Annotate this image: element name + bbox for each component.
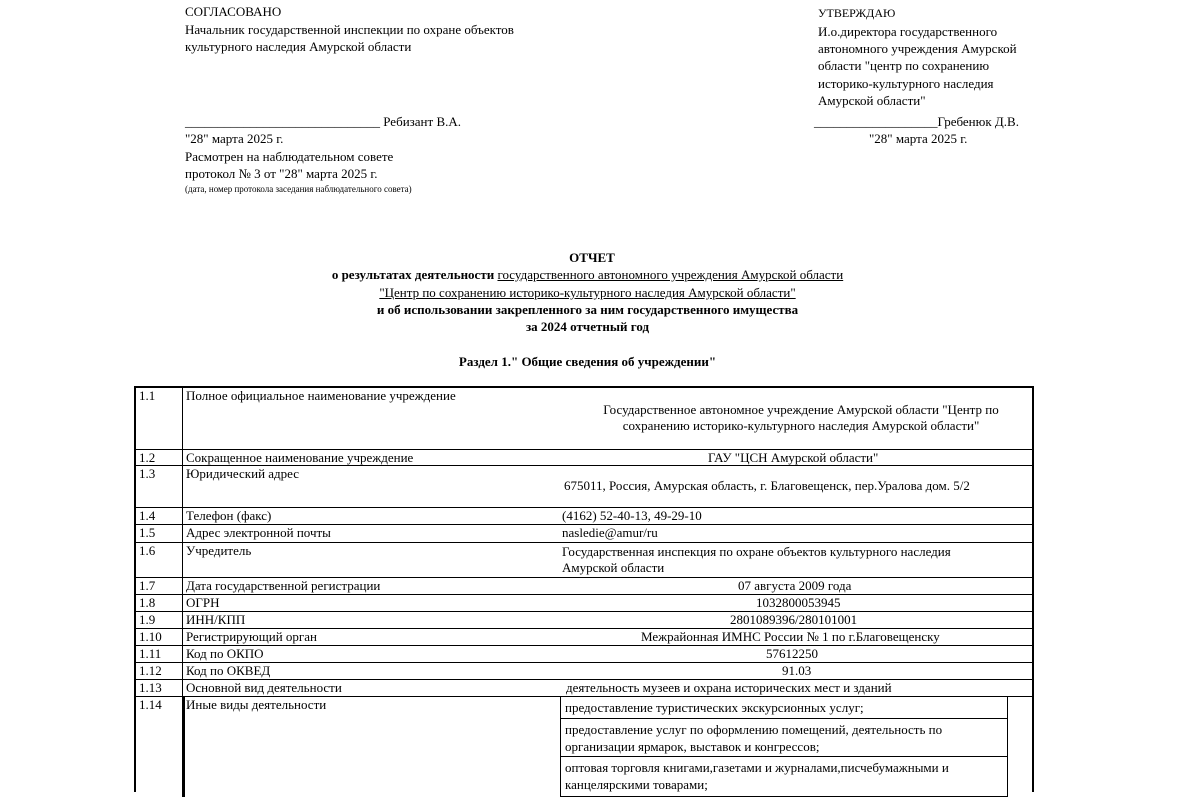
agreed-position-line2: культурного наследия Амурской области [185,39,412,54]
other-activity-line: оптовая торговля книгами,газетами и журналами,писчебумажными и [565,760,949,775]
row-label: Полное официальное наименование учреждение [186,388,456,403]
row-value [596,402,1006,434]
table-row [136,543,1032,578]
report-line1-bold: о результатах деятельности [331,267,495,282]
table-row [136,508,1032,525]
row-value-line: Амурской области [562,560,665,575]
report-line3: и об использовании закрепленного за ним государственного имущества [376,302,799,317]
other-activity-item [560,757,1008,797]
row-label: Учредитель [186,543,252,558]
approve-line3: области "центр по сохранению [818,58,990,73]
approve-line1: И.о.директора государственного [818,24,998,39]
row-number: 1.3 [136,466,183,507]
row-value [562,544,951,576]
row-label: Дата государственной регистрации [186,578,381,593]
table-row [136,646,1032,663]
approve-date: "28" марта 2025 г. [869,131,968,146]
agreed-protocol-note: (дата, номер протокола заседания наблюдательного совета) [185,184,412,194]
other-activity-line: предоставление услуг по оформлению помещений, деятельность по [565,722,943,737]
row-value: 675011, Россия, Амурская область, г. Благовещенск, пер.Уралова дом. 5/2 [564,478,970,493]
table-row [136,629,1032,646]
agreed-protocol: протокол № 3 от "28" марта 2025 г. [185,166,378,181]
row-label: Сокращенное наименование учреждение [186,450,414,465]
approve-line4: историко-культурного наследия [818,76,994,91]
row-label: Код по ОКПО [186,646,264,661]
table-row [136,388,1032,450]
section-title: Раздел 1." Общие сведения об учреждении" [458,354,717,369]
row-number: 1.11 [136,646,183,662]
other-activity-line: предоставление туристических экскурсионных услуг; [565,700,864,715]
table-row [136,466,1032,508]
report-line2: "Центр по сохранению историко-культурного наследия Амурской области" [379,285,796,300]
general-info-table [134,386,1034,792]
table-row [136,697,1032,797]
other-activity-line: канцелярскими товарами; [565,777,708,792]
table-row [136,578,1032,595]
table-row [136,612,1032,629]
approve-line2: автономного учреждения Амурской [818,41,1017,56]
report-line1 [0,266,1175,284]
row-number: 1.13 [136,680,183,696]
row-number: 1.9 [136,612,183,628]
row-value: (4162) 52-40-13, 49-29-10 [562,508,702,523]
row-number: 1.1 [136,388,183,449]
agreed-date: "28" марта 2025 г. [185,131,284,146]
row-value: nasledie@amur/ru [562,525,658,540]
row-label: Юридический адрес [186,466,300,481]
approve-line5: Амурской области" [818,93,926,108]
agreed-position-line1: Начальник государственной инспекции по охране объектов [185,22,514,37]
row-value: 1032800053945 [756,595,841,610]
row-number: 1.5 [136,525,183,542]
row-label: Адрес электронной почты [186,525,331,540]
other-activity-item [560,697,1008,719]
row-value-line: сохранению историко-культурного наследия Амурской области" [622,418,980,433]
table-row [136,450,1032,466]
row-label: Иные виды деятельности [186,697,327,712]
agreed-signature: ______________________________ Ребизант В.А. [185,114,462,129]
report-line4: за 2024 отчетный год [525,319,650,334]
row-value: 91.03 [782,663,812,678]
row-value: 07 августа 2009 года [738,578,852,593]
agreed-heading: СОГЛАСОВАНО [185,4,282,19]
table-row [136,680,1032,697]
approve-heading: УТВЕРЖДАЮ [818,6,896,20]
row-value: Межрайонная ИМНС России № 1 по г.Благовещенску [641,629,940,644]
table-row [136,663,1032,680]
row-label: ОГРН [186,595,220,610]
row-value: 57612250 [766,646,818,661]
report-line1-underlined: государственного автономного учреждения Амурской области [497,267,844,282]
row-value: 2801089396/280101001 [730,612,858,627]
row-number: 1.2 [136,450,183,465]
row-number: 1.8 [136,595,183,611]
table-row [136,595,1032,612]
other-activity-item [560,719,1008,757]
row-label: Основной вид деятельности [186,680,342,695]
row-label: Регистрирующий орган [186,629,317,644]
row-value-line: Государственное автономное учреждение Амурской области "Центр по [603,402,999,417]
row-label: ИНН/КПП [186,612,246,627]
row-label: Код по ОКВЕД [186,663,271,678]
row-number: 1.7 [136,578,183,594]
row-number: 1.12 [136,663,183,679]
agreed-reviewed: Расмотрен на наблюдательном совете [185,149,394,164]
row-label: Телефон (факс) [186,508,272,523]
row-number: 1.6 [136,543,183,577]
row-number: 1.4 [136,508,183,524]
row-number: 1.14 [136,697,183,797]
approve-signature: ___________________Гребенюк Д.В. [814,114,1019,129]
row-value: ГАУ "ЦСН Амурской области" [708,450,879,465]
other-activity-line: организации ярмарок, выставок и конгрессов; [565,739,820,754]
row-value: деятельность музеев и охрана исторических мест и зданий [566,680,892,695]
row-number: 1.10 [136,629,183,645]
row-value-line: Государственная инспекция по охране объектов культурного наследия [562,544,951,559]
table-row [136,525,1032,543]
report-title: ОТЧЕТ [569,250,615,265]
